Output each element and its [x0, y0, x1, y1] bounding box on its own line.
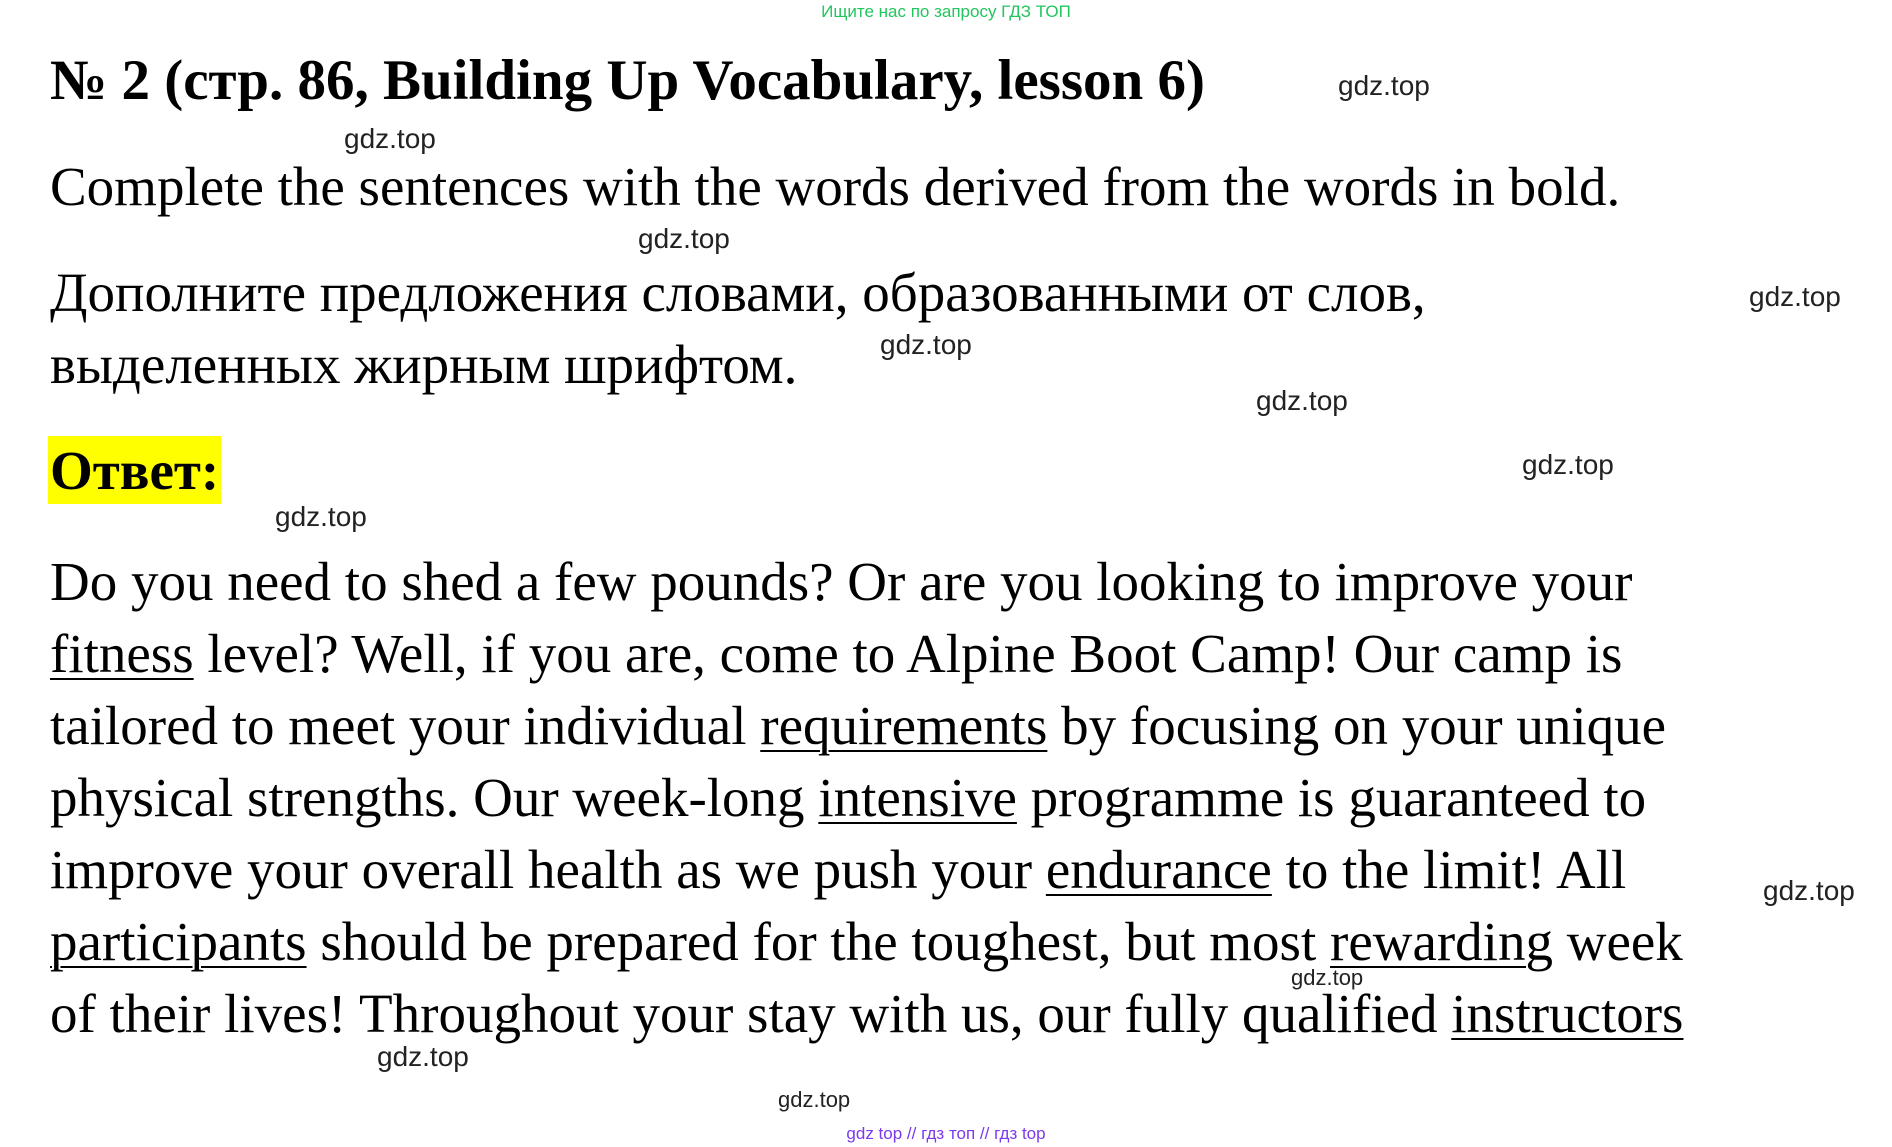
watermark: gdz.top [1256, 385, 1348, 416]
answer-word-fitness: fitness [50, 623, 194, 684]
footer-links[interactable]: gdz top // гдз топ // гдз top [846, 1124, 1046, 1143]
answer-text-segment: Do you need to shed a few pounds? Or are you looking to improve your [50, 551, 1633, 612]
answer-text [50, 546, 1890, 1050]
watermark: gdz.top [1522, 449, 1614, 480]
watermark: gdz.top [1763, 875, 1855, 906]
instruction-russian-line-2: выделенных жирным шрифтом. [50, 334, 798, 395]
answer-line-1 [50, 546, 1890, 618]
answer-line-5 [50, 834, 1890, 906]
watermark: gdz.top [638, 223, 730, 254]
answer-label: Ответ: [48, 436, 221, 504]
watermark: gdz.top [275, 501, 367, 532]
answer-word-instructors: instructors [1451, 983, 1684, 1044]
watermark: gdz.top [344, 123, 436, 154]
instruction-russian-line-1: Дополните предложения словами, образованными от слов, [50, 262, 1426, 323]
answer-text-segment: should be prepared for the toughest, but most [306, 911, 1330, 972]
answer-text-segment: week [1552, 911, 1683, 972]
watermark: gdz.top [1338, 70, 1430, 101]
answer-line-4 [50, 762, 1890, 834]
answer-line-2 [50, 618, 1890, 690]
answer-word-requirements: requirements [760, 695, 1048, 756]
watermark: gdz.top [377, 1041, 469, 1072]
answer-text-segment: of their lives! Throughout your stay with us, our fully qualified [50, 983, 1452, 1044]
answer-word-participants: participants [50, 911, 307, 972]
answer-line-3 [50, 690, 1890, 762]
answer-text-segment: programme is guaranteed to [1016, 767, 1647, 828]
answer-text-segment: physical strengths. Our week-long [50, 767, 819, 828]
answer-text-segment: level? Well, if you are, come to Alpine Boot Camp! Our camp is [193, 623, 1623, 684]
answer-word-rewarding: rewarding [1330, 911, 1553, 972]
answer-word-intensive: intensive [818, 767, 1017, 828]
task-title: № 2 (стр. 86, Building Up Vocabulary, lesson 6) [50, 49, 1205, 112]
answer-text-segment: tailored to meet your individual [50, 695, 761, 756]
answer-text-segment: by focusing on your unique [1047, 695, 1667, 756]
watermark: gdz.top [778, 1087, 851, 1112]
answer-word-endurance: endurance [1045, 839, 1272, 900]
watermark: gdz.top [880, 329, 972, 360]
answer-line-7 [50, 978, 1890, 1050]
top-banner: Ищите нас по запросу ГДЗ ТОП [821, 2, 1071, 21]
instruction-english: Complete the sentences with the words derived from the words in bold. [50, 156, 1621, 217]
answer-text-segment: improve your overall health as we push your [50, 839, 1046, 900]
watermark: gdz.top [1291, 965, 1364, 990]
answer-line-6 [50, 906, 1890, 978]
answer-text-segment: to the limit! All [1271, 839, 1627, 900]
watermark: gdz.top [1749, 281, 1841, 312]
